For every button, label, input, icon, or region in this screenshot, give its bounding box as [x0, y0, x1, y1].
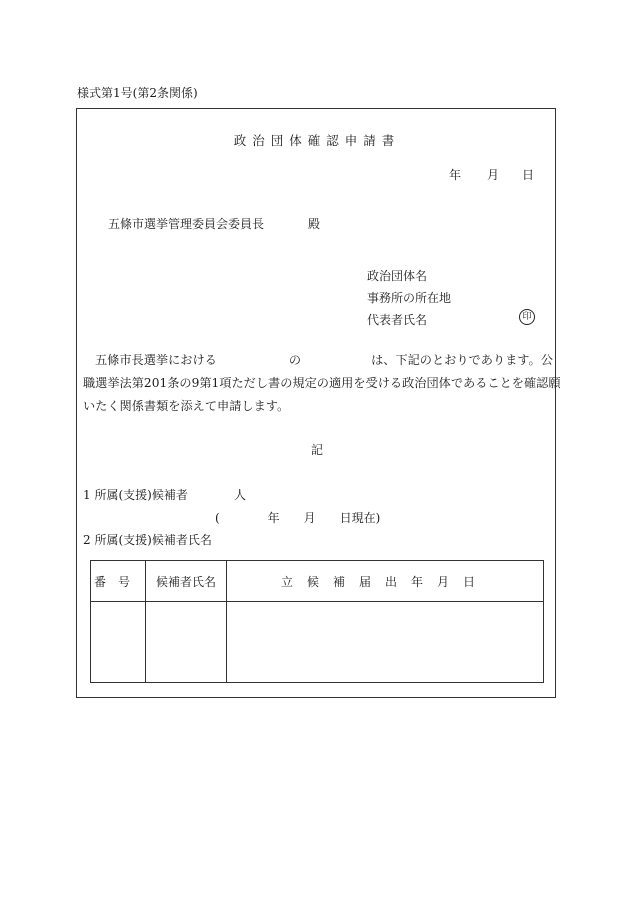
- recipient-name: 五條市選挙管理委員会委員長: [108, 217, 265, 231]
- paragraph-line1-b: の: [288, 353, 302, 367]
- seal-icon: 印: [519, 309, 535, 325]
- form-number-label: 様式第1号(第2条関係): [77, 86, 198, 100]
- representative-name-label: 代表者氏名: [367, 313, 428, 327]
- date-year-label: 年: [449, 168, 462, 182]
- date-day-label: 日: [522, 168, 535, 182]
- header-number: 番号: [91, 561, 146, 602]
- table-header-row: [91, 561, 544, 602]
- paragraph-line1-a: 五條市長選挙における: [95, 353, 217, 367]
- application-form: [76, 108, 561, 698]
- form-title: 政治団体確認申請書: [233, 133, 401, 148]
- item1-label: 1 所属(支援)候補者: [83, 488, 188, 502]
- org-name-label: 政治団体名: [367, 269, 428, 283]
- candidate-table: [90, 560, 544, 683]
- office-address-label: 事務所の所在地: [367, 291, 452, 305]
- item1-unit: 人: [234, 488, 247, 502]
- request-paragraph: [83, 349, 561, 418]
- recipient-honorific: 殿: [308, 217, 321, 231]
- cell-candidate-name: [146, 602, 227, 683]
- header-candidate-name: 候補者氏名: [146, 561, 227, 602]
- paragraph-line1-c: は、下記のとおりであります。公: [371, 353, 553, 367]
- item2-label: 2 所属(支援)候補者氏名: [83, 533, 212, 547]
- date-month-label: 月: [487, 168, 500, 182]
- paragraph-line3: いたく関係書類を添えて申請します。: [83, 399, 290, 413]
- cell-filing-date: [227, 602, 544, 683]
- cell-number: [91, 602, 146, 683]
- item1-as-of-date: ( 年 月 日現在): [215, 511, 381, 525]
- header-filing-date: 立候補届出年月日: [227, 561, 544, 602]
- ki-heading: 記: [310, 443, 323, 457]
- table-row: [91, 602, 544, 683]
- paragraph-line2: 職選挙法第201条の9第1項ただし書の規定の適用を受ける政治団体であることを確認願: [83, 376, 561, 390]
